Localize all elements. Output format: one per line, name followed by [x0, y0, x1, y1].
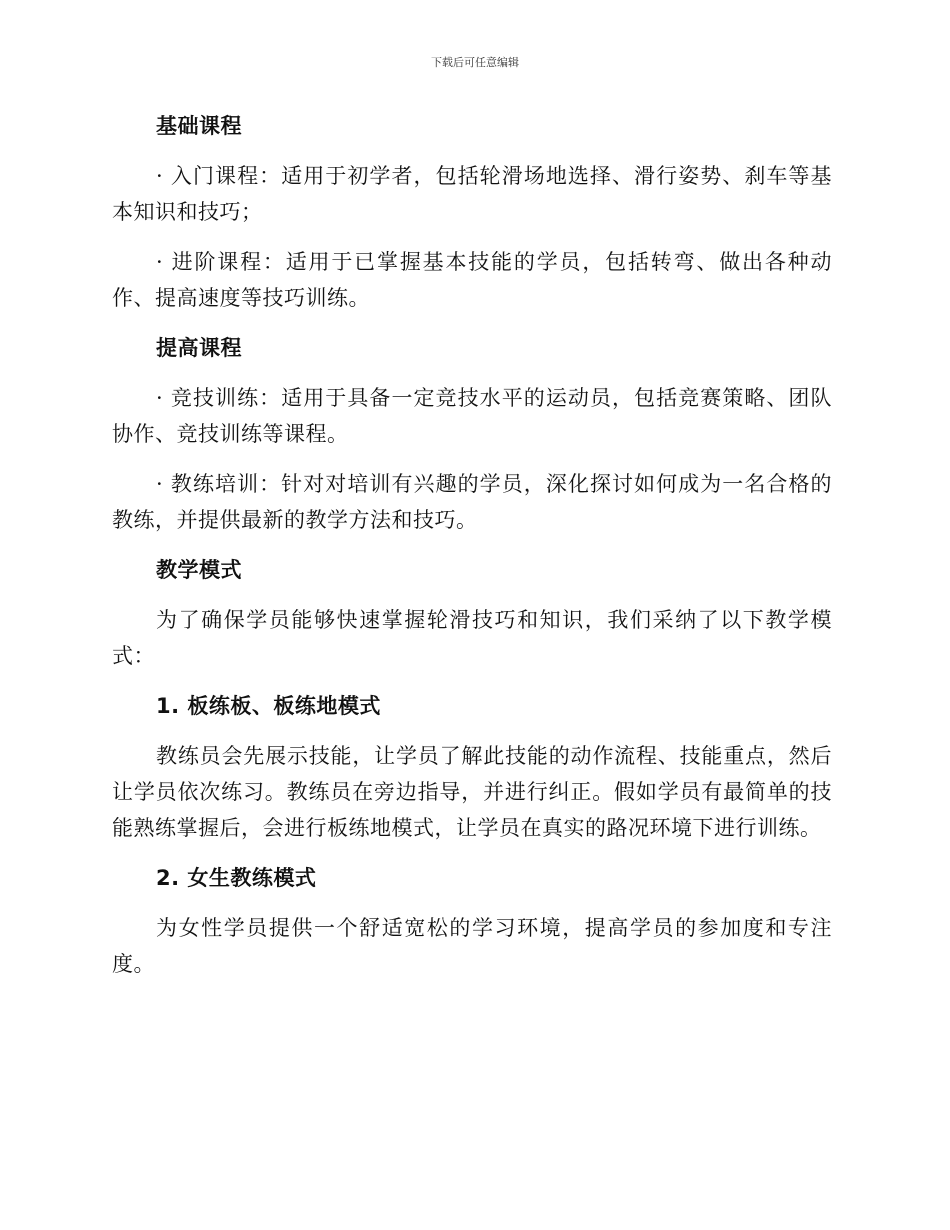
paragraph-mode-2: 为女性学员提供一个舒适宽松的学习环境，提高学员的参加度和专注度。 — [112, 916, 832, 976]
paragraph-advanced-item-2: · 教练培训：针对对培训有兴趣的学员，深化探讨如何成为一名合格的教练，并提供最新的教学方法和技巧。 — [112, 472, 832, 532]
section-heading-basic: 基础课程 — [156, 114, 242, 138]
document-body — [112, 108, 832, 996]
paragraph-basic-item-1: · 入门课程：适用于初学者，包括轮滑场地选择、滑行姿势、刹车等基本知识和技巧； — [112, 164, 832, 224]
paragraph-teaching-mode-intro: 为了确保学员能够快速掌握轮滑技巧和知识，我们采纳了以下教学模式： — [112, 608, 832, 668]
section-heading-teaching-mode: 教学模式 — [156, 558, 242, 582]
paragraph-advanced-item-1: · 竞技训练：适用于具备一定竞技水平的运动员，包括竞赛策略、团队协作、竞技训练等课程。 — [112, 386, 832, 446]
paragraph-mode-1: 教练员会先展示技能，让学员了解此技能的动作流程、技能重点，然后让学员依次练习。教练员在旁边指导，并进行纠正。假如学员有最简单的技能熟练掌握后，会进行板练地模式，让学员在真实的路况环境下进行训练。 — [112, 744, 832, 840]
page-header-note: 下载后可任意编辑 — [431, 56, 519, 69]
subheading-mode-2: 2. 女生教练模式 — [156, 866, 317, 890]
section-heading-advanced: 提高课程 — [156, 336, 242, 360]
subheading-mode-1: 1. 板练板、板练地模式 — [156, 694, 381, 718]
paragraph-basic-item-2: · 进阶课程：适用于已掌握基本技能的学员，包括转弯、做出各种动作、提高速度等技巧训练。 — [112, 250, 832, 310]
